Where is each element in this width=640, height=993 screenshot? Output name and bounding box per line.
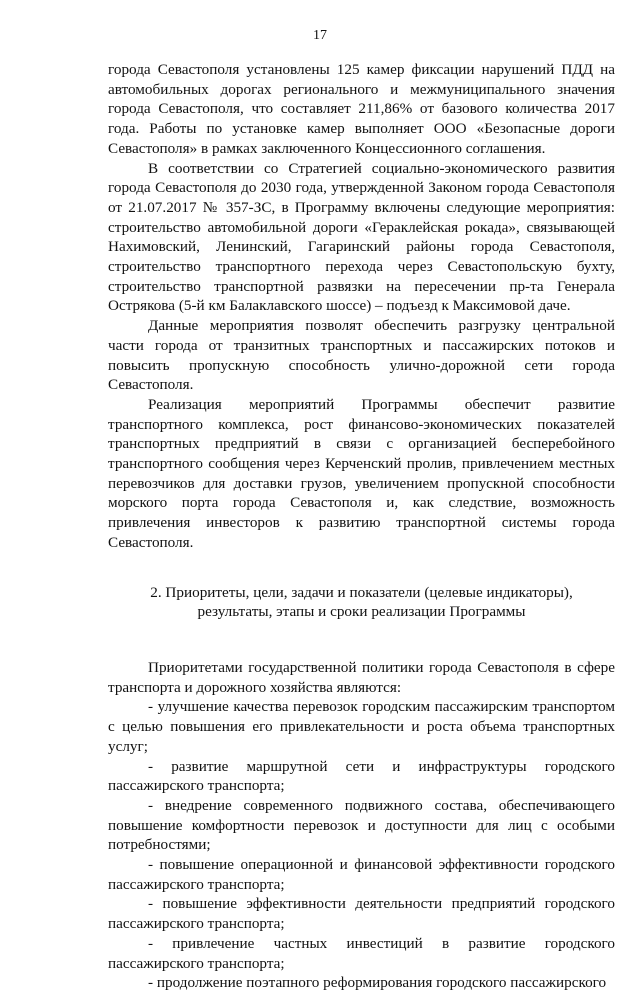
list-item: - привлечение частных инвестиций в развитие городского пассажирского транспорта;	[108, 934, 615, 972]
section-heading	[108, 583, 615, 622]
section-heading-line-1: 2. Приоритеты, цели, задачи и показатели (целевые индикаторы),	[150, 583, 573, 601]
document-body	[108, 60, 615, 993]
paragraph-unloading: Данные мероприятия позволят обеспечить разгрузку центральной части города от транзитных транспортных и пассажирских потоков и повысить пропускную способность улично-дорожной сети города Севастополя.	[108, 317, 615, 394]
priorities-intro: Приоритетами государственной политики города Севастополя в сфере транспорта и дорожного хозяйства являются:	[108, 658, 615, 696]
list-item: - повышение операционной и финансовой эффективности городского пассажирского транспорта;	[108, 856, 615, 893]
list-item: - повышение эффективности деятельности предприятий городского пассажирского транспорта;	[108, 895, 615, 933]
paragraph-strategy: В соответствии со Стратегией социально-экономического развития города Севастополя до 2030 года, утвержденной Законом города Севастополя от 21.07.2017 № 357-ЗС, в Программу включены следующие мероприятия: строительство автомобильной дороги «Гераклейская рокада», связывающей Нахимовский, Ленинский, Гагаринский районы города Севастополя, строительство транспортного перехода через Севастопольскую бухту, строительство транспортной развязки на пересечении пр-та Генерала Острякова (5-й км Балаклавского шоссе) – подъезд к Максимовой даче.	[108, 159, 615, 315]
list-item: - продолжение поэтапного реформирования городского пассажирского	[148, 974, 607, 992]
list-item: - внедрение современного подвижного состава, обеспечивающего повышение комфортности перевозок и доступности для лиц с особыми потребностями;	[108, 796, 615, 854]
section-heading-line-2: результаты, этапы и сроки реализации Программы	[197, 603, 526, 621]
list-item: - улучшение качества перевозок городским пассажирским транспортом с целью повышения его привлекательности и роста объема транспортных услуг;	[108, 698, 615, 755]
paragraph-implementation: Реализация мероприятий Программы обеспечит развитие транспортного комплекса, рост финансово-экономических показателей транспортных предприятий в связи с организацией бесперебойного транспортного сообщения через Керченский пролив, привлечением местных перевозчиков для доставки грузов, увеличением пропускной способности морского порта города Севастополя и, как следствие, возможность привлечения инвесторов к развитию транспортной системы города Севастополя.	[108, 395, 615, 551]
paragraph-cameras: города Севастополя установлены 125 камер фиксации нарушений ПДД на автомобильных дорогах регионального и межмуниципального значения города Севастополя, что составляет 211,86% от базового количества 2017 года. Работы по установке камер выполняет ООО «Безопасные дороги Севастополя» в рамках заключенного Концессионного соглашения.	[108, 61, 615, 157]
page-number: 17	[313, 28, 327, 43]
list-item: - развитие маршрутной сети и инфраструктуры городского пассажирского транспорта;	[108, 757, 615, 795]
